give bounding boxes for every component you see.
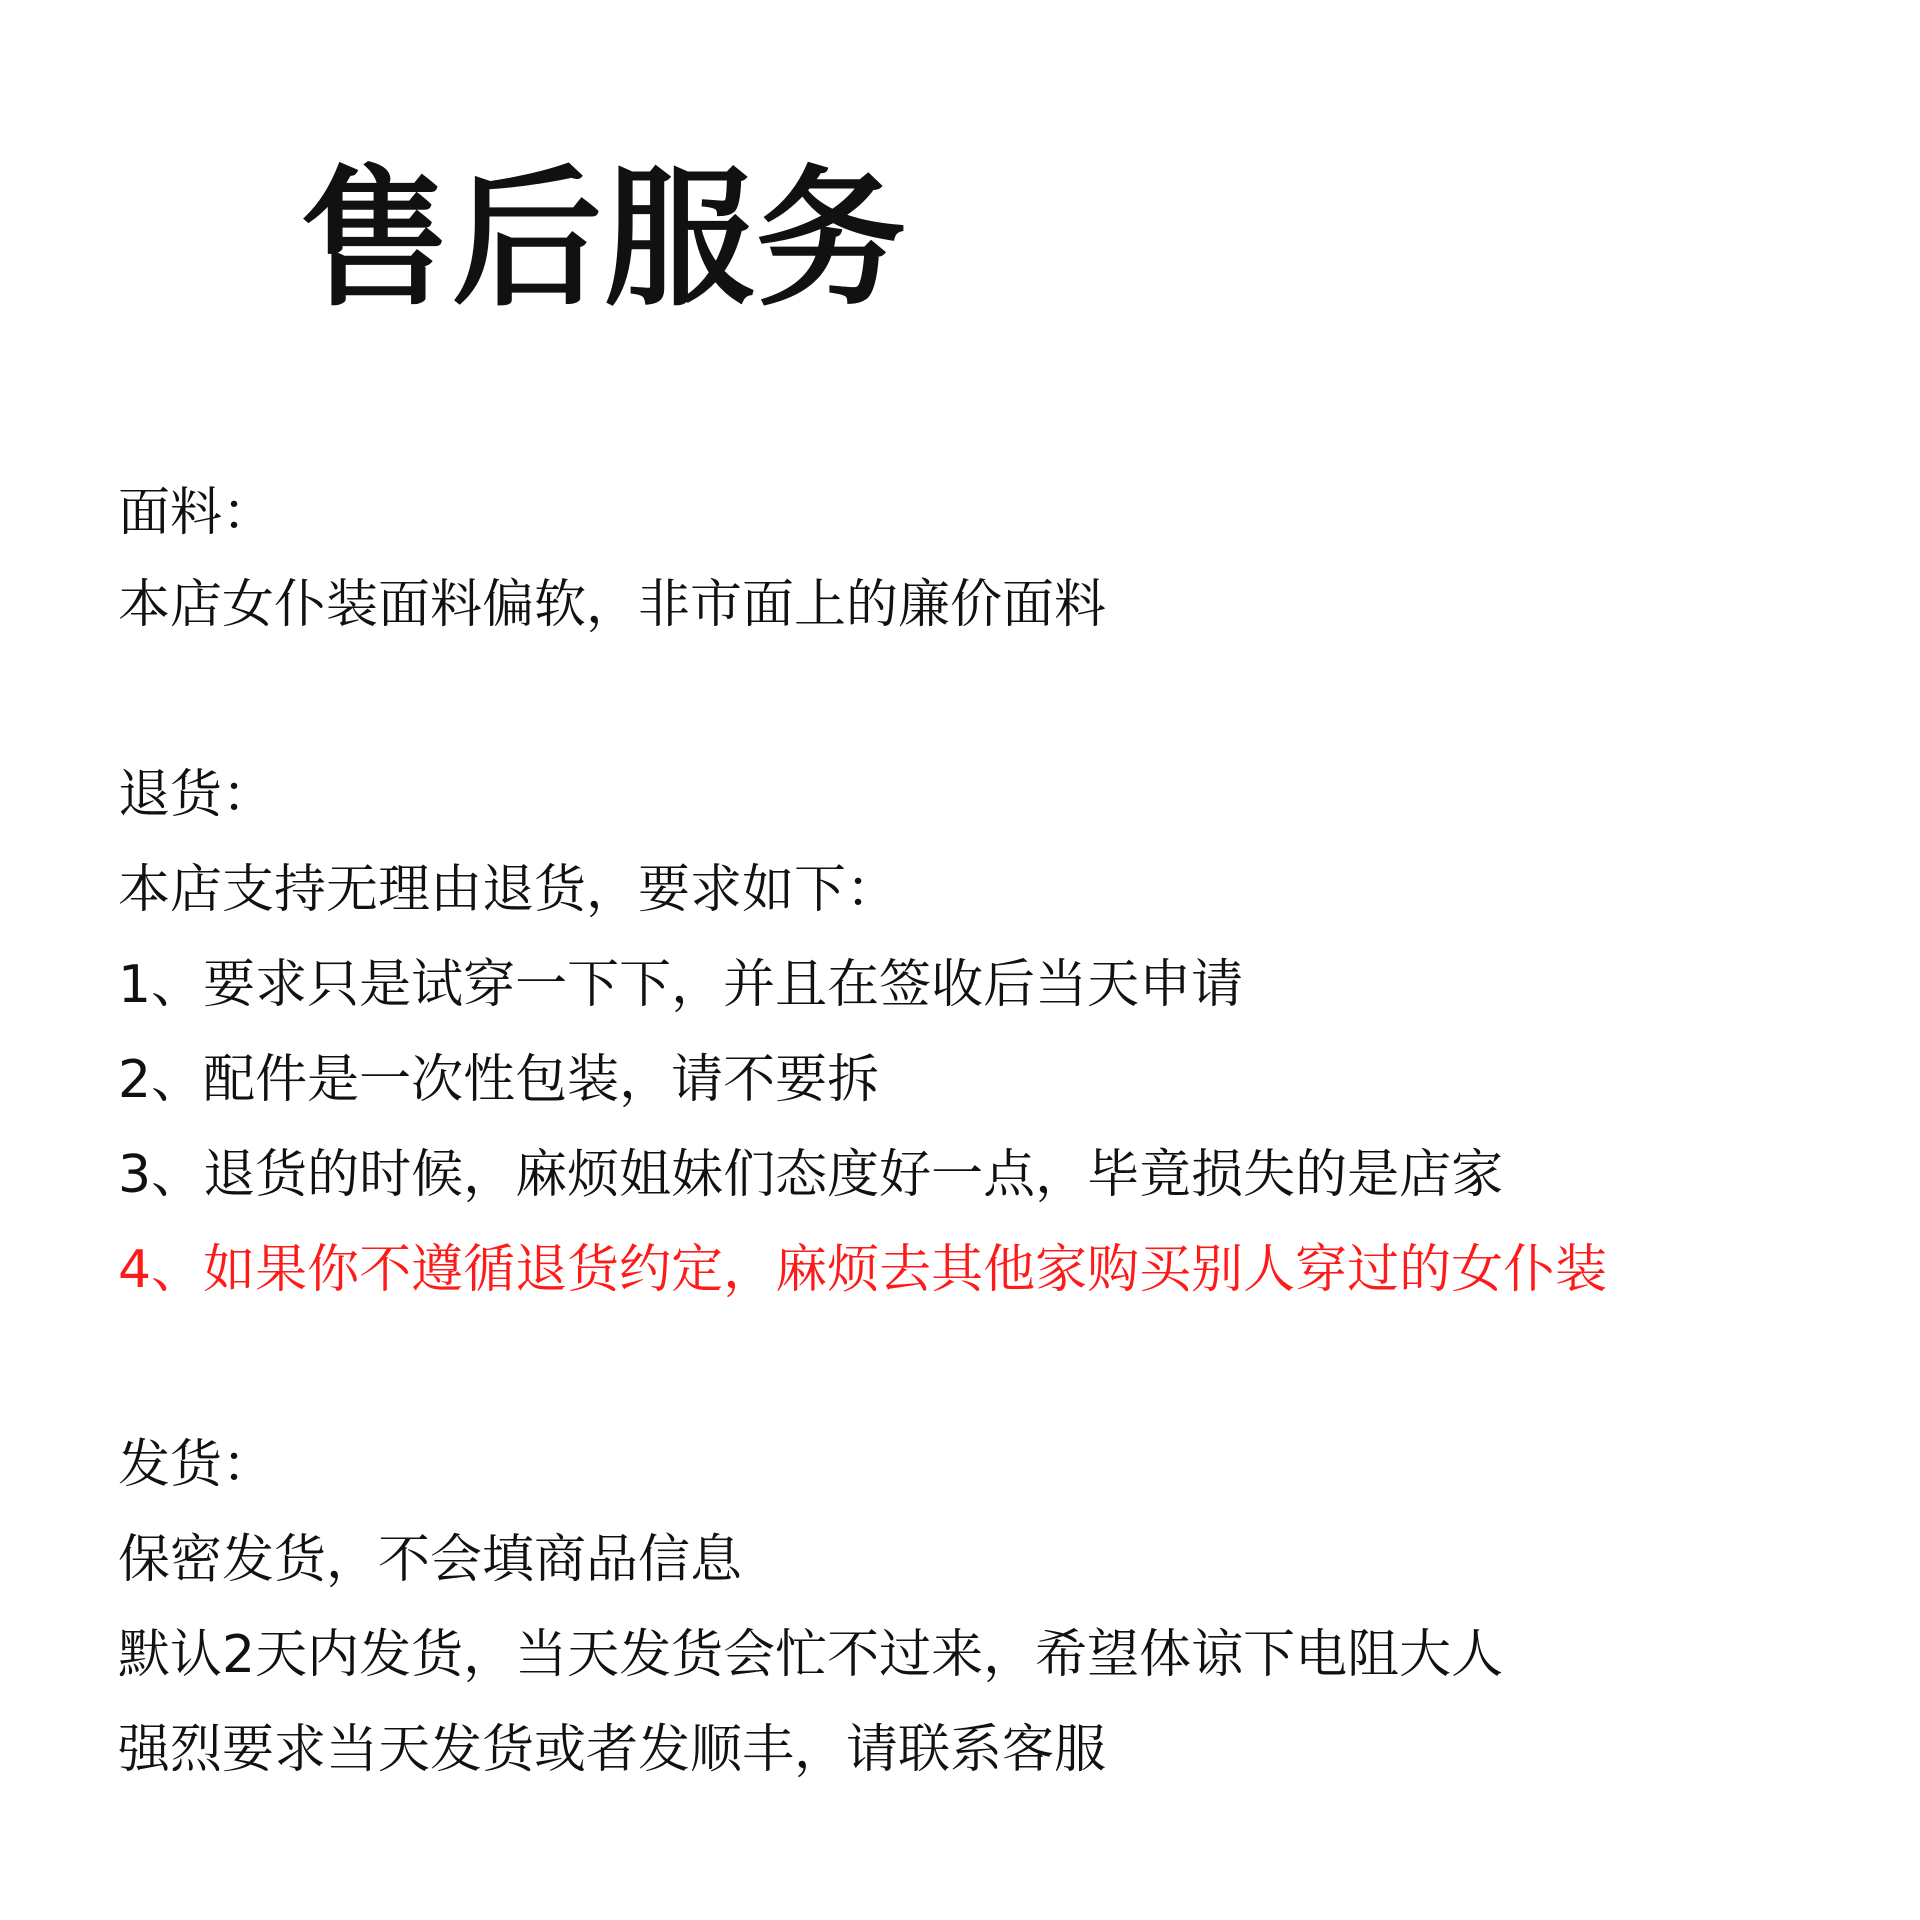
returns-rule-3: 3、退货的时候，麻烦姐妹们态度好一点，毕竟损失的是店家	[118, 1145, 1504, 1205]
returns-heading: 退货：	[118, 765, 275, 825]
fabric-description: 本店女仆装面料偏软，非市面上的廉价面料	[118, 575, 1107, 635]
fabric-heading: 面料：	[118, 483, 275, 543]
returns-intro: 本店支持无理由退货，要求如下：	[118, 860, 899, 920]
shipping-contact-note: 强烈要求当天发货或者发顺丰，请联系客服	[118, 1720, 1107, 1780]
shipping-privacy: 保密发货，不会填商品信息	[118, 1530, 743, 1590]
returns-rule-4-warning: 4、如果你不遵循退货约定，麻烦去其他家购买别人穿过的女仆装	[118, 1240, 1608, 1300]
returns-rule-1: 1、要求只是试穿一下下，并且在签收后当天申请	[118, 955, 1244, 1015]
shipping-heading: 发货：	[118, 1435, 275, 1495]
shipping-default-time: 默认2天内发货，当天发货会忙不过来，希望体谅下电阻大人	[118, 1625, 1504, 1685]
returns-rule-2: 2、配件是一次性包装，请不要拆	[118, 1050, 880, 1110]
page-title: 售后服务	[300, 153, 909, 327]
